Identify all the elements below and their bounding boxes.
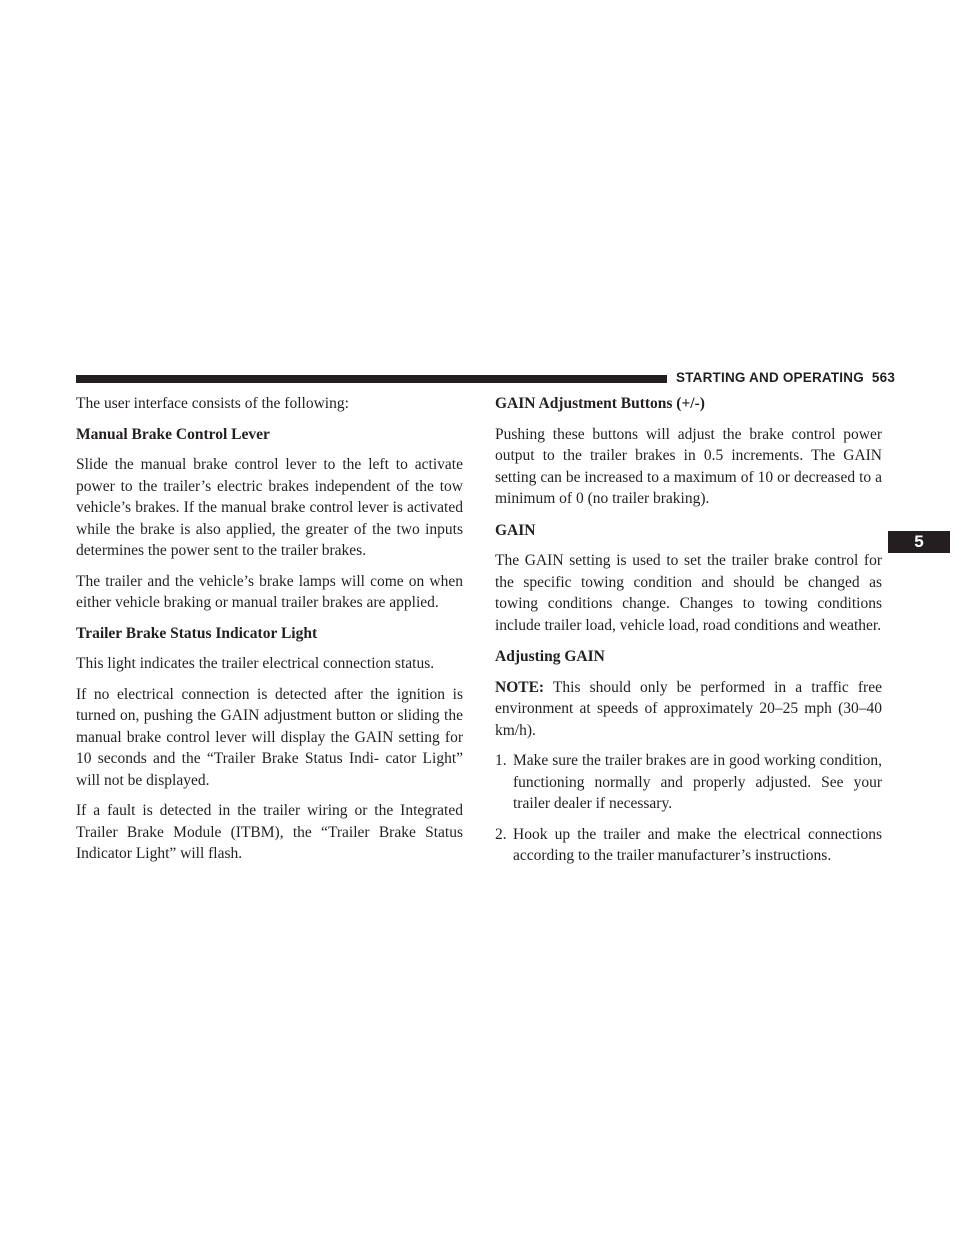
note-paragraph <box>495 677 882 742</box>
step-text: Make sure the trailer brakes are in good working condition, functioning normally and properly adjusted. See your trailer dealer if necessary. <box>513 752 882 812</box>
status-light-heading: Trailer Brake Status Indicator Light <box>76 624 318 642</box>
list-item <box>495 824 882 867</box>
status-light-paragraph-2: If no electrical connection is detected after the ignition is turned on, pushing the GAIN adjustment button or sliding the manual brake control lever will display the GAIN setting for 10 seconds and the “Trailer Brake Status Indi- cator Light” will not be displayed. <box>76 685 463 789</box>
note-text: This should only be performed in a traffic free environment at speeds of approximately 20–25 mph (30–40 km/h). <box>495 678 882 739</box>
step-text: Hook up the trailer and make the electrical connections according to the trailer manufacturer’s instructions. <box>513 825 882 864</box>
gain-buttons-heading: GAIN Adjustment Buttons (+/-) <box>495 395 705 412</box>
page-number: 563 <box>871 370 896 385</box>
step-number: 1. <box>495 752 507 769</box>
gain-paragraph: The GAIN setting is used to set the trailer brake control for the specific towing condition and should be changed as towing conditions change. Changes to towing conditions include trailer load, vehicle load, road conditions and weather. <box>495 552 882 634</box>
list-item <box>495 750 882 815</box>
manual-lever-paragraph-2: The trailer and the vehicle’s brake lamps will come on when either vehicle braking or manual trailer brakes are applied. <box>76 572 463 611</box>
chapter-tab: 5 <box>888 531 950 553</box>
left-column <box>76 393 463 874</box>
manual-lever-heading: Manual Brake Control Lever <box>76 425 270 443</box>
status-light-paragraph-3: If a fault is detected in the trailer wiring or the Integrated Trailer Brake Module (ITBM), the “Trailer Brake Status Indicator Light” will flash. <box>76 802 463 862</box>
intro-paragraph: The user interface consists of the following: <box>76 395 349 412</box>
manual-lever-paragraph-1: Slide the manual brake control lever to the left to activate power to the trailer’s electric brakes independent of the tow vehicle’s brakes. If the manual brake control lever is activated while the brake is also applied, the greater of the two inputs determines the power sent to the trailer brakes. <box>76 456 463 559</box>
right-column <box>495 393 882 876</box>
section-title: STARTING AND OPERATING <box>676 370 864 385</box>
steps-list <box>495 750 882 867</box>
step-number: 2. <box>495 825 507 843</box>
note-label: NOTE: <box>495 678 545 696</box>
gain-heading: GAIN <box>495 521 536 539</box>
status-light-paragraph-1: This light indicates the trailer electrical connection status. <box>76 655 435 672</box>
gain-buttons-paragraph: Pushing these buttons will adjust the brake control power output to the trailer brakes in 0.5 increments. The GAIN setting can be increased to a maximum of 10 or decreased to a minimum of 0 (no trailer braking). <box>495 425 882 507</box>
header-rule <box>76 375 667 383</box>
adjusting-gain-heading: Adjusting GAIN <box>495 648 605 665</box>
running-header <box>676 370 895 385</box>
